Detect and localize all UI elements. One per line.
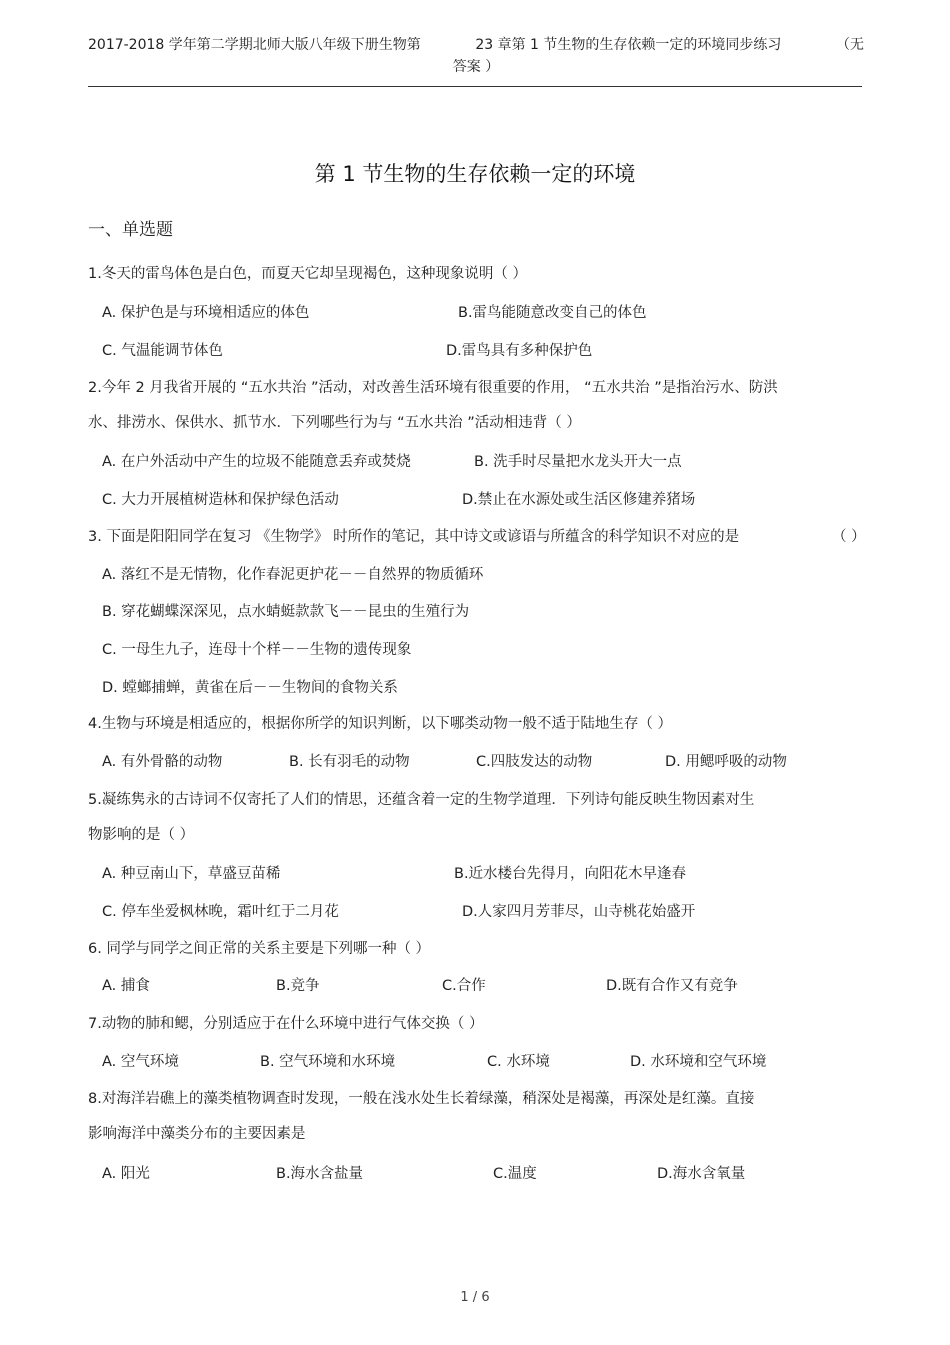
question-8-option-a: A. 阳光 [102, 1166, 150, 1182]
section-heading: 一、单选题 [88, 220, 173, 240]
question-6-option-d: D.既有合作又有竞争 [606, 978, 738, 994]
page-title: 第 1 节生物的生存依赖一定的环境 [314, 162, 636, 186]
page-header [88, 34, 864, 78]
question-7-option-d: D. 水环境和空气环境 [630, 1054, 767, 1070]
question-1-option-d: D.雷鸟具有多种保护色 [446, 343, 593, 359]
question-5-option-c: C. 停车坐爱枫林晚，霜叶红于二月花 [102, 904, 339, 920]
question-3-option-a: A. 落红不是无情物，化作春泥更护花－－自然界的物质循环 [102, 567, 484, 583]
question-7-stem: 7.动物的肺和鳃，分别适应于在什么环境中进行气体交换（ ） [88, 1016, 484, 1032]
question-6-option-b: B.竞争 [276, 978, 320, 994]
question-2-stem-line-1: 2.今年 2 月我省开展的 “五水共治 ”活动，对改善生活环境有很重要的作用， “五水共治 ”是指治污水、防洪 [88, 380, 778, 396]
question-8-stem-line-2: 影响海洋中藻类分布的主要因素是 [88, 1126, 306, 1142]
question-3-stem: 3. 下面是阳阳同学在复习 《生物学》 时所作的笔记，其中诗文或谚语与所蕴含的科学知识不对应的是 [88, 529, 740, 545]
page-number: 1 / 6 [460, 1290, 490, 1305]
question-4-option-d: D. 用鳃呼吸的动物 [665, 754, 787, 770]
header-divider [88, 86, 862, 87]
question-5-option-d: D.人家四月芳菲尽，山寺桃花始盛开 [462, 904, 696, 920]
question-4-option-c: C.四肢发达的动物 [476, 754, 593, 770]
question-2-stem-line-2: 水、排涝水、保供水、抓节水．下列哪些行为与 “五水共治 ”活动相违背（ ） [88, 415, 581, 431]
question-6-stem: 6. 同学与同学之间正常的关系主要是下列哪一种（ ） [88, 941, 431, 957]
question-8-option-c: C.温度 [493, 1166, 537, 1182]
question-3-option-b: B. 穿花蝴蝶深深见，点水蜻蜓款款飞－－昆虫的生殖行为 [102, 604, 470, 620]
question-4-option-b: B. 长有羽毛的动物 [289, 754, 410, 770]
question-1-option-b: B.雷鸟能随意改变自己的体色 [458, 305, 647, 321]
question-3-answer-blank: （ ） [832, 529, 866, 545]
question-2-option-d: D.禁止在水源处或生活区修建养猪场 [462, 492, 696, 508]
question-8-option-d: D.海水含氧量 [657, 1166, 746, 1182]
question-1-stem: 1.冬天的雷鸟体色是白色，而夏天它却呈现褐色，这种现象说明（ ） [88, 266, 527, 282]
question-5-stem-line-2: 物影响的是（ ） [88, 827, 195, 843]
header-line-2: 答案 ） [452, 59, 500, 75]
question-2-option-a: A. 在户外活动中产生的垃圾不能随意丢弃或焚烧 [102, 454, 411, 470]
question-7-option-a: A. 空气环境 [102, 1054, 179, 1070]
header-text-part-1: 2017-2018 学年第二学期北师大版八年级下册生物第 [88, 37, 421, 53]
question-5-option-b: B.近水楼台先得月，向阳花木早逢春 [454, 866, 687, 882]
header-text-part-2: 23 章第 1 节生物的生存依赖一定的环境同步练习 [475, 37, 782, 53]
question-6-option-a: A. 捕食 [102, 978, 150, 994]
question-5-option-a: A. 种豆南山下，草盛豆苗稀 [102, 866, 281, 882]
question-3-option-d: D. 螳螂捕蝉，黄雀在后－－生物间的食物关系 [102, 680, 398, 696]
question-5-stem-line-1: 5.凝练隽永的古诗词不仅寄托了人们的情思，还蕴含着一定的生物学道理．下列诗句能反映生物因素对生 [88, 792, 755, 808]
question-8-option-b: B.海水含盐量 [276, 1166, 364, 1182]
header-text-part-3: （无 [836, 37, 864, 53]
question-3-option-c: C. 一母生九子，连母十个样－－生物的遗传现象 [102, 642, 412, 658]
question-7-option-c: C. 水环境 [487, 1054, 550, 1070]
header-line-1 [88, 34, 864, 56]
question-7-option-b: B. 空气环境和水环境 [260, 1054, 396, 1070]
question-4-stem: 4.生物与环境是相适应的，根据你所学的知识判断，以下哪类动物一般不适于陆地生存（ ） [88, 716, 672, 732]
question-4-option-a: A. 有外骨骼的动物 [102, 754, 223, 770]
question-6-option-c: C.合作 [442, 978, 486, 994]
question-8-stem-line-1: 8.对海洋岩礁上的藻类植物调查时发现，一般在浅水处生长着绿藻，稍深处是褐藻，再深处是红藻。直接 [88, 1091, 755, 1107]
question-1-option-c: C. 气温能调节体色 [102, 343, 223, 359]
question-2-option-b: B. 洗手时尽量把水龙头开大一点 [474, 454, 682, 470]
question-1-option-a: A. 保护色是与环境相适应的体色 [102, 305, 310, 321]
question-2-option-c: C. 大力开展植树造林和保护绿色活动 [102, 492, 339, 508]
